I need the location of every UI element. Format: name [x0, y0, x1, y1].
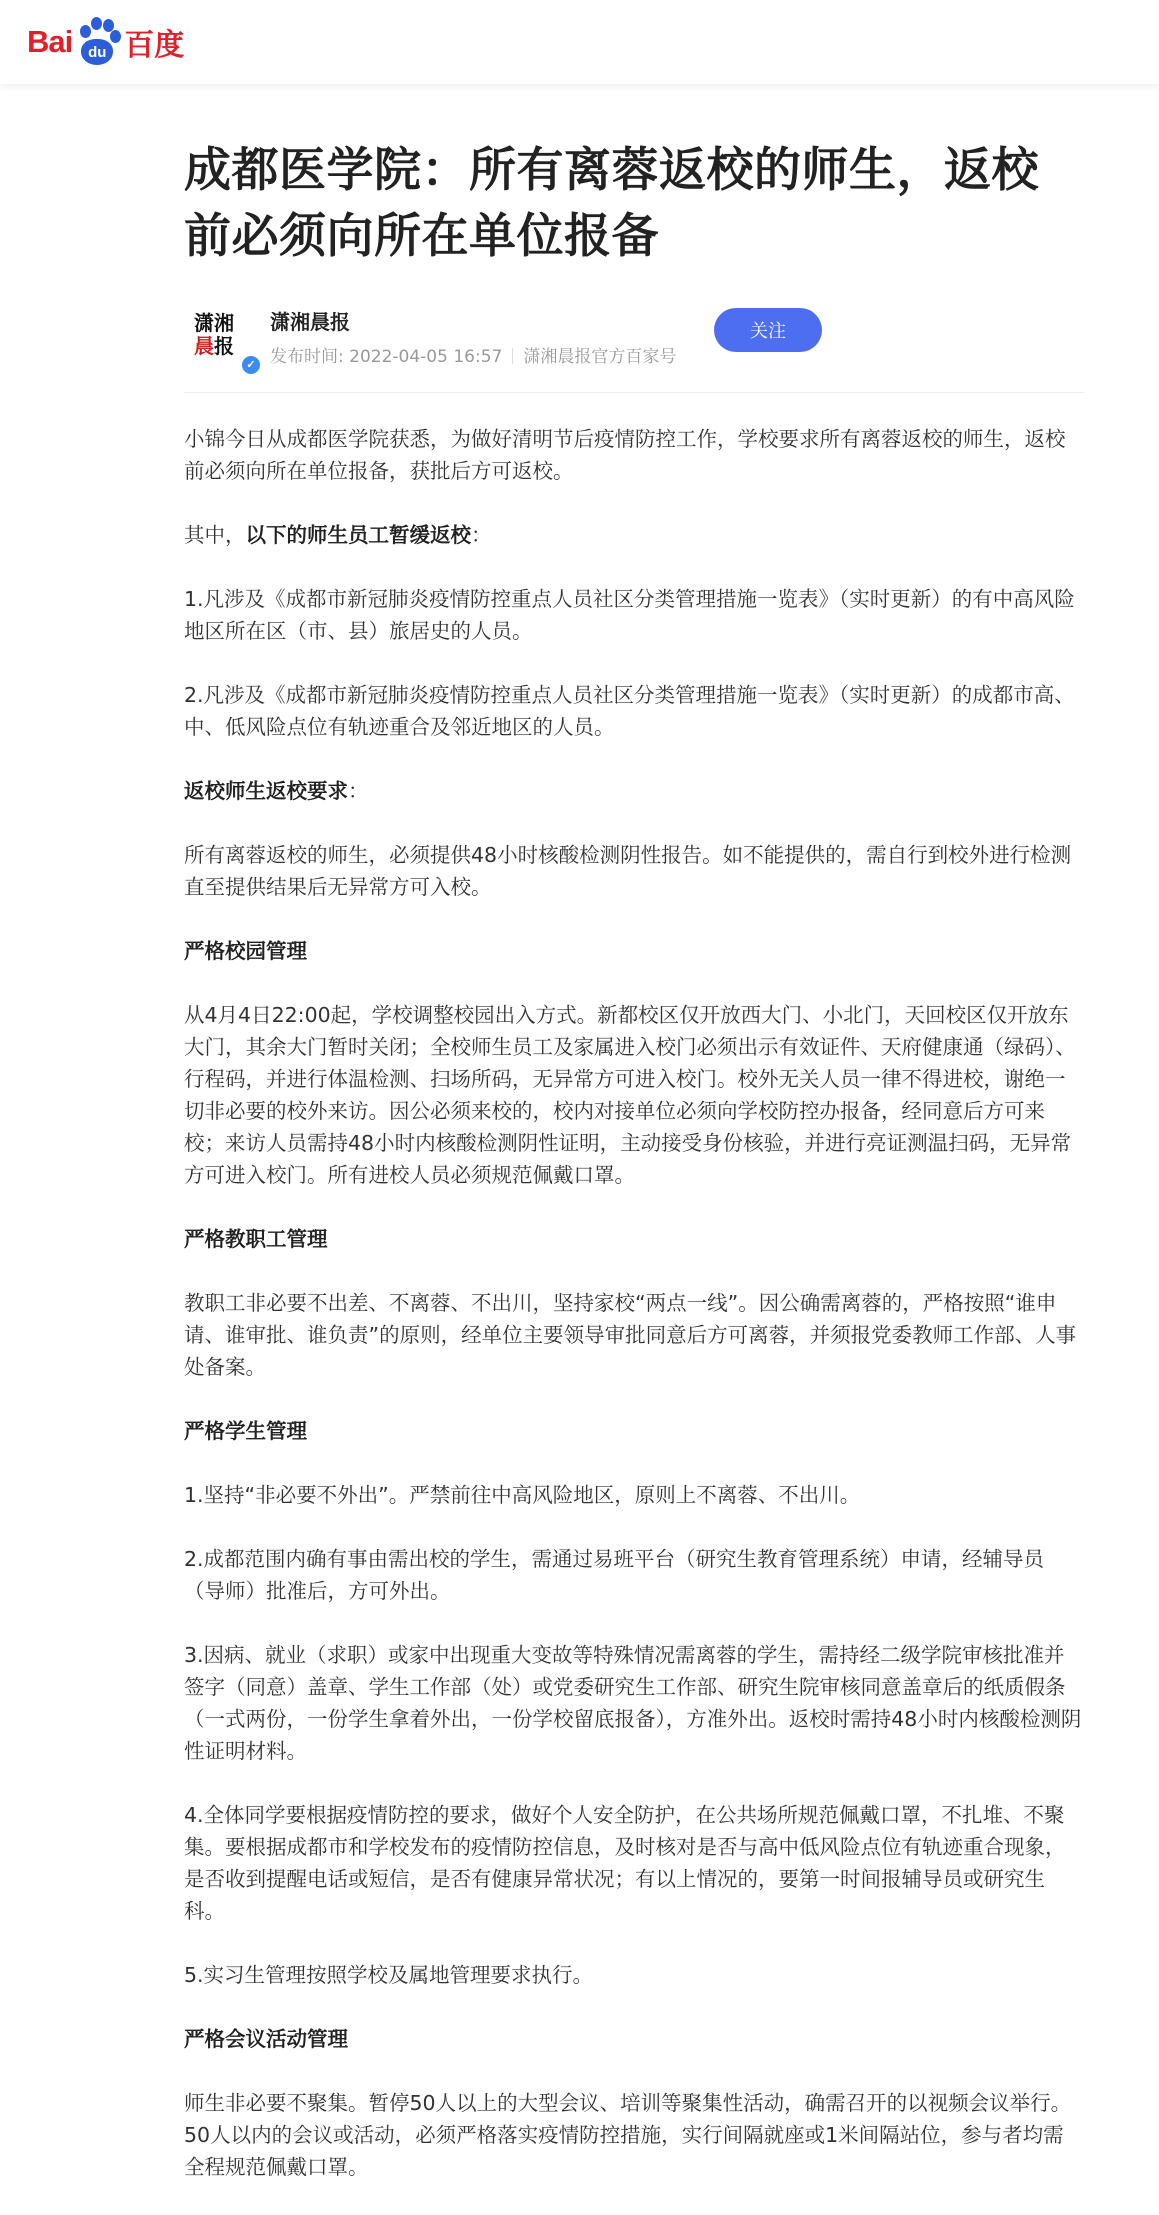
paragraph: 所有离蓉返校的师生，必须提供48小时核酸检测阴性报告。如不能提供的，需自行到校外进行检测直至提供结果后无异常方可入校。 — [184, 843, 1072, 899]
author-name[interactable]: 潇湘晨报 — [270, 310, 350, 334]
section-heading: 严格教职工管理 — [184, 1227, 328, 1251]
paw-icon — [74, 17, 120, 67]
article — [184, 84, 1084, 2215]
article-meta — [270, 342, 676, 367]
paragraph: 4.全体同学要根据疫情防控的要求，做好个人安全防护，在公共场所规范佩戴口罩，不扎堆、不聚集。要根据成都市和学校发布的疫情防控信息，及时核对是否与高中低风险点位有轨迹重合现象，是否收到提醒电话或短信，是否有健康异常状况；有以上情况的，要第一时间报辅导员或研究生科。 — [184, 1803, 1066, 1923]
article-title: 成都医学院：所有离蓉返校的师生，返校前必须向所在单位报备 — [184, 143, 1039, 264]
section-heading: 严格校园管理 — [184, 939, 307, 963]
paragraph: 5.实习生管理按照学校及属地管理要求执行。 — [184, 1963, 594, 1987]
meta-divider — [512, 348, 513, 364]
follow-button[interactable]: 关注 — [714, 308, 822, 352]
paragraph: 从4月4日22:00起，学校调整校园出入方式。新都校区仅开放西大门、小北门，天回校区仅开放东大门，其余大门暂时关闭；全校师生员工及家属进入校门必须出示有效证件、天府健康通（绿码）、行程码，并进行体温检测、扫场所码，无异常方可进入校门。校外无关人员一律不得进校，谢绝一切非必要的校外来访。因公必须来校的，校内对接单位必须向学校防控办报备，经同意后方可来校；来访人员需持48小时内核酸检测阴性证明，主动接受身份核验，并进行亮证测温扫码，无异常方可进入校门。所有进校人员必须规范佩戴口罩。 — [184, 1003, 1076, 1187]
author-bar — [184, 304, 1084, 393]
paragraph: 师生非必要不聚集。暂停50人以上的大型会议、培训等聚集性活动，确需召开的以视频会议举行。50人以内的会议或活动，必须严格落实疫情防控措施，实行间隔就座或1米间隔站位，参与者均需全程规范佩戴口罩。 — [184, 2091, 1072, 2179]
paragraph: 1.凡涉及《成都市新冠肺炎疫情防控重点人员社区分类管理措施一览表》（实时更新）的有中高风险地区所在区（市、县）旅居史的人员。 — [184, 587, 1075, 643]
top-bar — [0, 0, 1159, 84]
paragraph: 小锦今日从成都医学院获悉，为做好清明节后疫情防控工作，学校要求所有离蓉返校的师生，返校前必须向所在单位报备，获批后方可返校。 — [184, 427, 1066, 483]
avatar-line-1: 潇湘 — [194, 311, 234, 335]
section-heading: 严格学生管理 — [184, 1419, 307, 1443]
paragraph: 返校师生返校要求： — [184, 779, 369, 803]
paragraph: 其中，以下的师生员工暂缓返校： — [184, 523, 492, 547]
avatar-line-2: 晨报 — [194, 334, 234, 358]
paragraph: 3.因病、就业（求职）或家中出现重大变故等特殊情况需离蓉的学生，需持经二级学院审核批准并签字（同意）盖章、学生工作部（处）或党委研究生工作部、研究生院审核同意盖章后的纸质假条（一式两份，一份学生拿着外出，一份学校留底报备），方准外出。返校时需持48小时内核酸检测阴性证明材料。 — [184, 1643, 1082, 1763]
bold-text: 返校师生返校要求 — [184, 779, 348, 803]
paragraph: 教职工非必要不出差、不离蓉、不出川，坚持家校“两点一线”。因公确需离蓉的，严格按照“谁申请、谁审批、谁负责”的原则，经单位主要领导审批同意后方可离蓉，并须报党委教师工作部、人事处备案。 — [184, 1291, 1077, 1379]
article-body — [184, 423, 1084, 2183]
logo-chinese: 百度 — [124, 28, 185, 63]
bold-text: 以下的师生员工暂缓返校 — [245, 523, 471, 547]
publish-time: 发布时间: 2022-04-05 16:57 — [270, 347, 503, 367]
source-label: 潇湘晨报官方百家号 — [523, 347, 677, 367]
author-avatar[interactable] — [194, 311, 256, 371]
logo-paw-text: du — [81, 39, 113, 65]
logo-prefix: Bai — [27, 24, 73, 59]
paragraph: 2.成都范围内确有事由需出校的学生，需通过易班平台（研究生教育管理系统）申请，经辅导员（导师）批准后，方可外出。 — [184, 1547, 1045, 1603]
baidu-logo[interactable] — [27, 12, 184, 72]
paragraph: 1.坚持“非必要不外出”。严禁前往中高风险地区，原则上不离蓉、不出川。 — [184, 1483, 861, 1507]
section-heading: 严格会议活动管理 — [184, 2027, 348, 2051]
paragraph: 2.凡涉及《成都市新冠肺炎疫情防控重点人员社区分类管理措施一览表》（实时更新）的成都市高、中、低风险点位有轨迹重合及邻近地区的人员。 — [184, 683, 1075, 739]
verified-icon: ✓ — [240, 354, 262, 376]
